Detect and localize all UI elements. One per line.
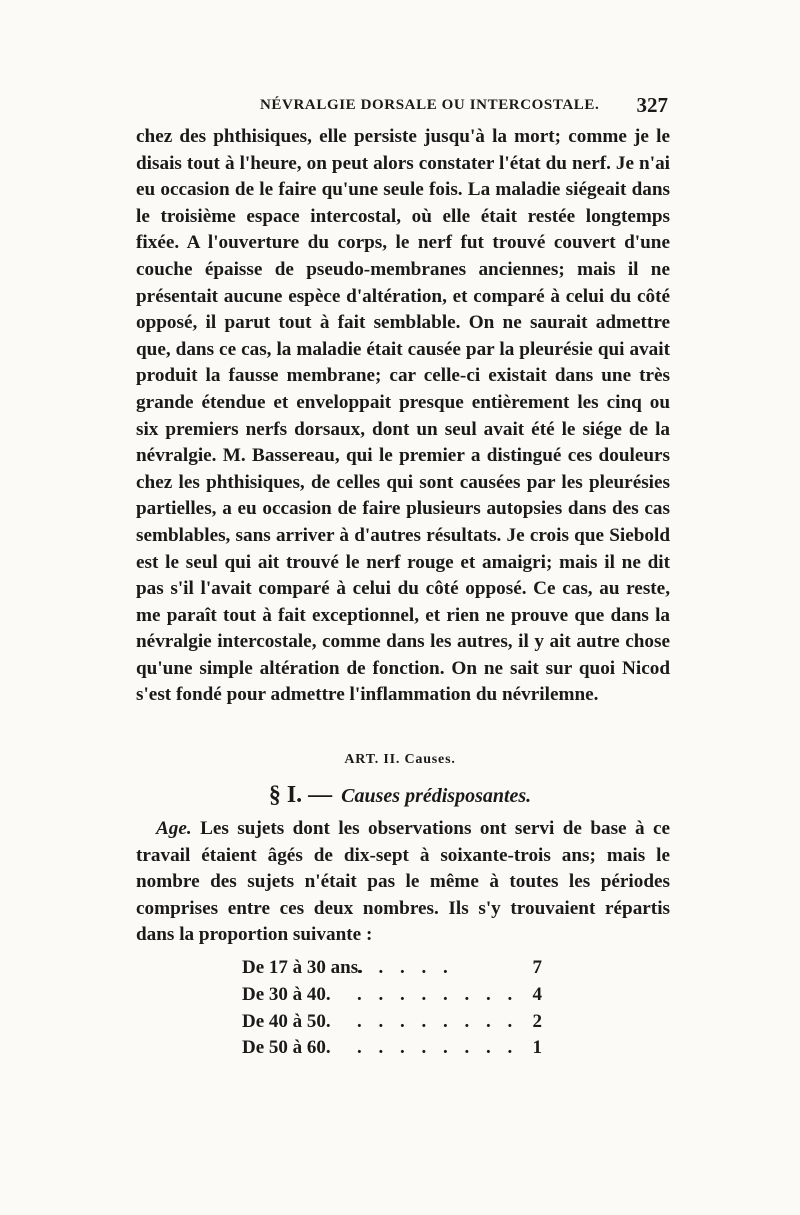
table-row <box>242 982 552 1009</box>
page-number: 327 <box>636 93 668 117</box>
age-range: De 30 à 40. <box>242 983 331 1005</box>
running-head <box>150 93 670 121</box>
table-row <box>242 1035 552 1062</box>
paragraph-1: chez des phthisiques, elle persiste jusqu'à la mort; comme je le disais tout à l'heure, on peut alors constater l'état du nerf. Je n'ai eu occasion de le faire qu'une seule fois. La maladie siégeait dans le troisième espace intercostal, où elle était restée longtemps fixée. A l'ouverture du corps, le nerf fut trouvé couvert d'une couche épaisse de pseudo-membranes anciennes; mais il ne présentait aucune espèce d'altération, et comparé à celui du côté opposé, il parut tout à fait semblable. On ne saurait admettre que, dans ce cas, la maladie était causée par la pleurésie qui avait produit la fausse membrane; car celle-ci existait dans une très grande étendue et enveloppait presque entièrement les cinq ou six premiers nerfs dorsaux, dont un seul avait été le siége de la névralgie. M. Bassereau, qui le premier a distingué ces douleurs chez les phthisiques, de celles qui sont causées par les pleurésies partielles, a eu occasion de faire plusieurs autopsies dans des cas semblables, sans arriver à d'autres résultats. Je crois que Siebold est le seul qui ait trouvé le nerf rouge et amaigri; mais il ne dit pas s'il l'avait comparé à celui du côté opposé. Ce cas, au reste, me paraît tout à fait exceptionnel, et rien ne prouve que dans la névralgie intercostale, comme dans les autres, il y ait autre chose qu'une simple altération de fonction. On ne sait sur quoi Nicod s'est fondé pour admettre l'inflammation du névrilemne. <box>136 126 670 706</box>
article-heading <box>0 752 800 768</box>
leader-dots: . . . . . . . . <box>357 1037 519 1059</box>
table-row <box>242 955 552 982</box>
age-distribution-table <box>242 955 552 1062</box>
running-title: NÉVRALGIE DORSALE OU INTERCOSTALE. <box>260 97 600 113</box>
age-count: 7 <box>532 957 542 978</box>
section-symbol: § I. — <box>268 782 333 808</box>
age-count: 2 <box>532 1010 542 1032</box>
paragraph-2 <box>136 816 670 949</box>
age-range: De 17 à 30 ans. <box>242 957 363 978</box>
age-count: 4 <box>532 983 542 1005</box>
section-title: Causes prédisposantes. <box>341 785 532 807</box>
leader-dots: . . . . . <box>357 957 454 978</box>
paragraph-2-lead: Age. <box>156 818 192 839</box>
age-range: De 40 à 50. <box>242 1010 331 1032</box>
leader-dots: . . . . . . . . <box>357 1010 519 1032</box>
table-row <box>242 1009 552 1036</box>
article-title: Causes. <box>404 752 456 767</box>
age-range: De 50 à 60. <box>242 1037 331 1059</box>
section-heading <box>0 782 800 809</box>
paragraph-2-text: Les sujets dont les observations ont servi de base à ce travail étaient âgés de dix-sept à soixante-trois ans; mais le nombre des sujets n'était pas le même à toutes les périodes comprises entre ces deux nombres. Ils s'y trouvaient répartis dans la proportion suivante : <box>136 818 670 946</box>
article-label: ART. II. <box>344 752 401 767</box>
age-count: 1 <box>532 1037 542 1059</box>
leader-dots: . . . . . . . . <box>357 983 519 1005</box>
